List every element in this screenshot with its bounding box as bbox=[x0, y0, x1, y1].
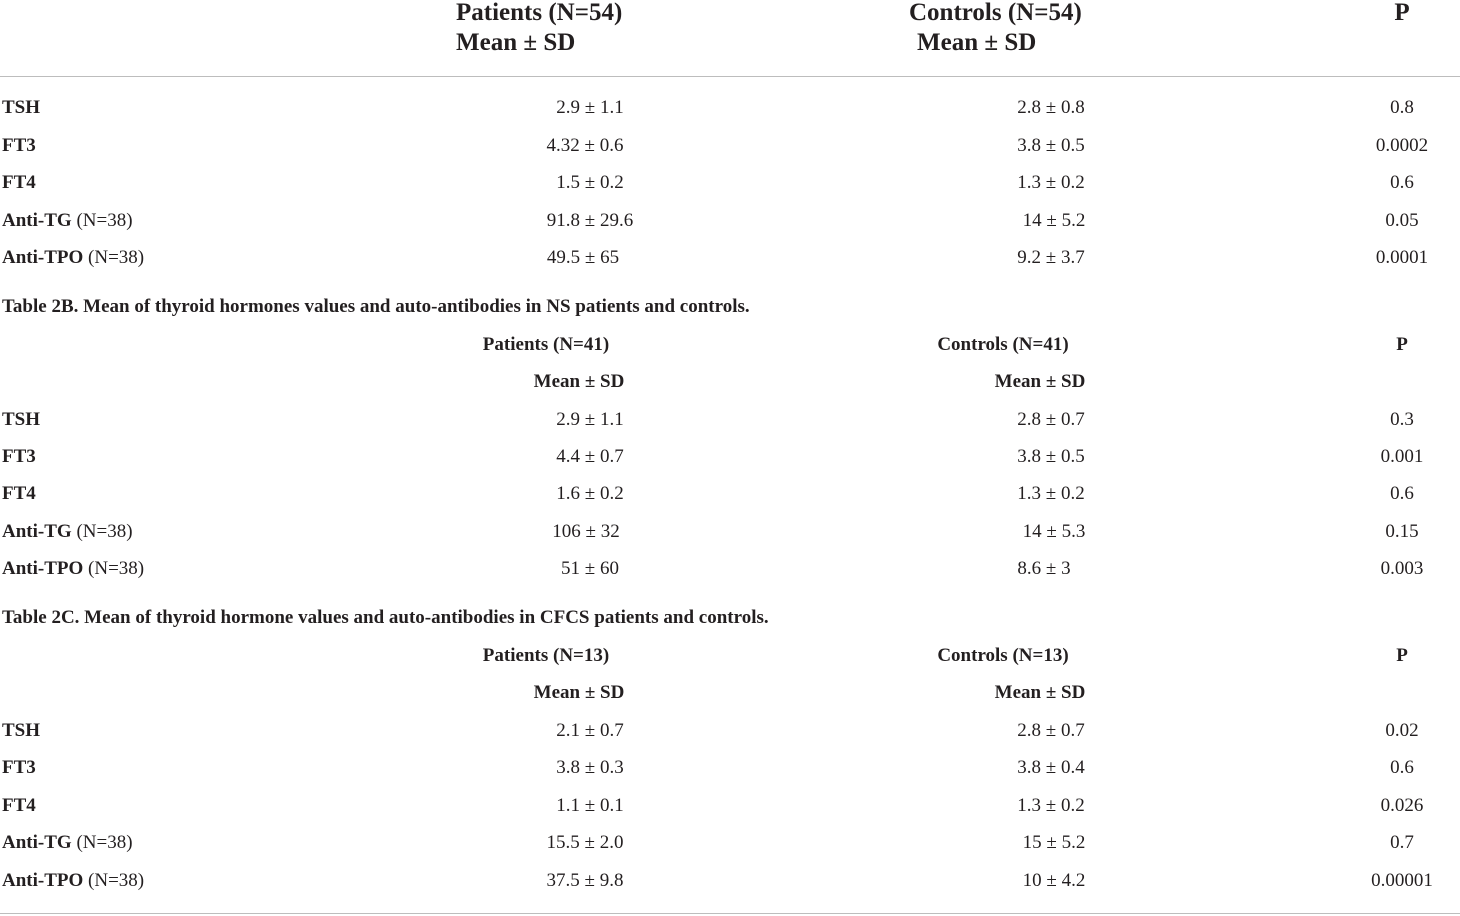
table-a-controls-header: Controls (N=54) bbox=[909, 0, 1082, 26]
table-row-label: FT3 bbox=[2, 757, 36, 778]
table-cell-controls: 14 ± 5.3 bbox=[1022, 521, 1086, 542]
table-b-caption: Table 2B. Mean of thyroid hormones values and auto-antibodies in NS patients and controls. bbox=[2, 296, 750, 317]
header-divider bbox=[0, 76, 1460, 77]
table-a-controls-subheader: Mean ± SD bbox=[917, 29, 1037, 56]
table-row-label: TSH bbox=[2, 409, 41, 430]
table-cell-controls: 3.8 ± 0.5 bbox=[1017, 446, 1085, 467]
table-cell-patients: 2.1 ± 0.7 bbox=[556, 720, 624, 741]
table-c-p-header: P bbox=[1396, 645, 1408, 666]
table-cell-controls: 15 ± 5.2 bbox=[1022, 832, 1086, 853]
table-row-label: FT3 bbox=[2, 446, 36, 467]
table-cell-patients: 2.9 ± 1.1 bbox=[556, 97, 624, 118]
table-cell-controls: 2.8 ± 0.8 bbox=[1017, 97, 1085, 118]
table-row-label: FT3 bbox=[2, 135, 36, 156]
table-cell-controls: 3.8 ± 0.5 bbox=[1017, 135, 1085, 156]
table-cell-patients: 51 ± 60 bbox=[561, 558, 619, 579]
table-bottom-rule bbox=[0, 913, 1460, 914]
table-cell-patients: 2.9 ± 1.1 bbox=[556, 409, 624, 430]
table-cell-p: 0.05 bbox=[1385, 210, 1419, 231]
table-cell-p: 0.0002 bbox=[1375, 135, 1429, 156]
table-cell-patients: 106 ± 32 bbox=[552, 521, 620, 542]
table-cell-controls: 1.3 ± 0.2 bbox=[1017, 172, 1085, 193]
table-cell-p: 0.6 bbox=[1390, 172, 1414, 193]
table-row-label: TSH bbox=[2, 720, 41, 741]
table-cell-patients: 4.4 ± 0.7 bbox=[556, 446, 624, 467]
table-cell-patients: 15.5 ± 2.0 bbox=[546, 832, 624, 853]
table-cell-p: 0.15 bbox=[1385, 521, 1419, 542]
table-c-controls-subheader: Mean ± SD bbox=[994, 682, 1086, 703]
table-cell-p: 0.0001 bbox=[1375, 247, 1429, 268]
table-cell-p: 0.02 bbox=[1385, 720, 1419, 741]
table-cell-controls: 9.2 ± 3.7 bbox=[1017, 247, 1085, 268]
table-a-p-header: P bbox=[1394, 0, 1410, 26]
table-cell-patients: 1.1 ± 0.1 bbox=[556, 795, 624, 816]
table-c-controls-header: Controls (N=13) bbox=[937, 645, 1069, 666]
table-c-caption: Table 2C. Mean of thyroid hormone values and auto-antibodies in CFCS patients and controls. bbox=[2, 607, 769, 628]
table-cell-patients: 37.5 ± 9.8 bbox=[546, 870, 624, 891]
table-row-label: FT4 bbox=[2, 795, 36, 816]
table-row-label: FT4 bbox=[2, 172, 36, 193]
table-row-label: Anti-TPO (N=38) bbox=[2, 247, 145, 268]
table-cell-patients: 1.6 ± 0.2 bbox=[556, 483, 624, 504]
table-cell-controls: 1.3 ± 0.2 bbox=[1017, 483, 1085, 504]
table-cell-controls: 10 ± 4.2 bbox=[1022, 870, 1086, 891]
table-cell-p: 0.026 bbox=[1380, 795, 1424, 816]
table-row-label: FT4 bbox=[2, 483, 36, 504]
table-cell-patients: 3.8 ± 0.3 bbox=[556, 757, 624, 778]
table-cell-p: 0.3 bbox=[1390, 409, 1414, 430]
table-cell-controls: 2.8 ± 0.7 bbox=[1017, 720, 1085, 741]
table-b-patients-subheader: Mean ± SD bbox=[533, 371, 625, 392]
table-b-controls-header: Controls (N=41) bbox=[937, 334, 1069, 355]
table-cell-p: 0.003 bbox=[1380, 558, 1424, 579]
table-cell-p: 0.7 bbox=[1390, 832, 1414, 853]
table-row-label: Anti-TG (N=38) bbox=[2, 210, 133, 231]
table-cell-controls: 2.8 ± 0.7 bbox=[1017, 409, 1085, 430]
table-a-patients-subheader: Mean ± SD bbox=[456, 29, 576, 56]
table-row-label: TSH bbox=[2, 97, 41, 118]
table-cell-controls: 3.8 ± 0.4 bbox=[1017, 757, 1085, 778]
table-cell-p: 0.001 bbox=[1380, 446, 1424, 467]
table-cell-p: 0.8 bbox=[1390, 97, 1414, 118]
table-c-patients-subheader: Mean ± SD bbox=[533, 682, 625, 703]
table-row-label: Anti-TG (N=38) bbox=[2, 832, 133, 853]
table-cell-controls: 14 ± 5.2 bbox=[1022, 210, 1086, 231]
table-b-p-header: P bbox=[1396, 334, 1408, 355]
table-cell-p: 0.6 bbox=[1390, 757, 1414, 778]
table-c-patients-header: Patients (N=13) bbox=[482, 645, 610, 666]
table-cell-controls: 8.6 ± 3 bbox=[1017, 558, 1071, 579]
table-b-patients-header: Patients (N=41) bbox=[482, 334, 610, 355]
table-cell-patients: 49.5 ± 65 bbox=[546, 247, 620, 268]
table-cell-p: 0.6 bbox=[1390, 483, 1414, 504]
table-cell-patients: 4.32 ± 0.6 bbox=[546, 135, 624, 156]
table-row-label: Anti-TG (N=38) bbox=[2, 521, 133, 542]
table-cell-patients: 1.5 ± 0.2 bbox=[556, 172, 624, 193]
table-b-controls-subheader: Mean ± SD bbox=[994, 371, 1086, 392]
table-a-patients-header: Patients (N=54) bbox=[456, 0, 623, 26]
table-row-label: Anti-TPO (N=38) bbox=[2, 870, 145, 891]
table-cell-patients: 91.8 ± 29.6 bbox=[546, 210, 634, 231]
table-row-label: Anti-TPO (N=38) bbox=[2, 558, 145, 579]
table-cell-p: 0.00001 bbox=[1371, 870, 1433, 891]
table-cell-controls: 1.3 ± 0.2 bbox=[1017, 795, 1085, 816]
